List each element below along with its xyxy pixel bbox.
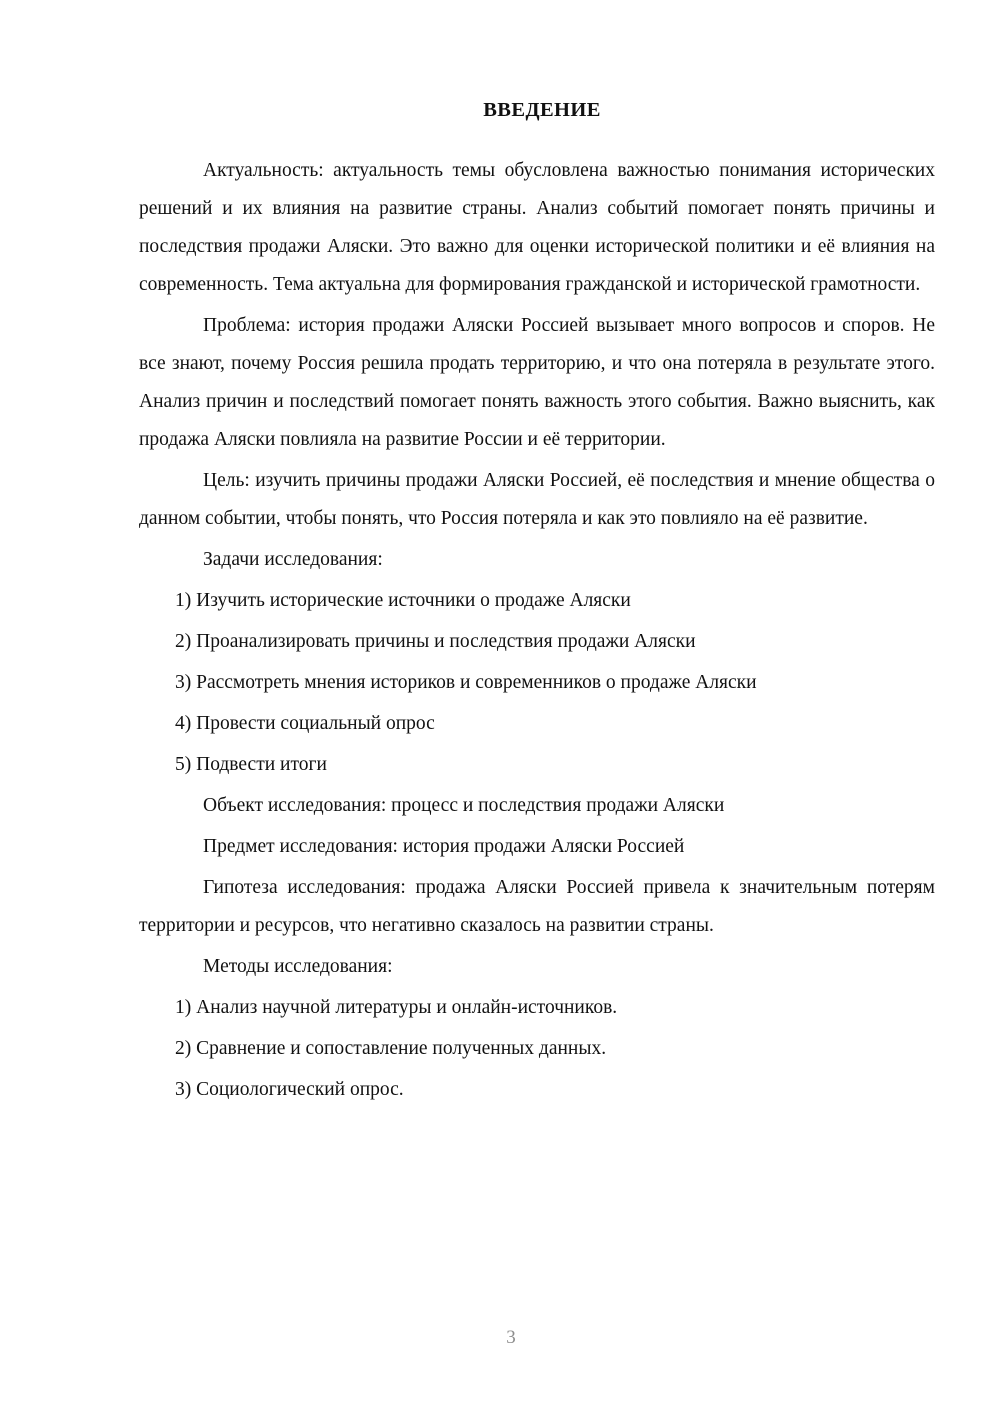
paragraph-object: Объект исследования: процесс и последствия продажи Аляски	[203, 795, 725, 816]
paragraph-hypothesis: Гипотеза исследования: продажа Аляски Россией привела к значительным потерям территории и ресурсов, что негативно сказалось на развитии страны.	[139, 877, 935, 936]
list-item: 1) Изучить исторические источники о продаже Аляски	[175, 590, 631, 611]
list-item: 3) Социологический опрос.	[175, 1079, 404, 1100]
list-item: 5) Подвести итоги	[175, 754, 327, 775]
paragraph-problem: Проблема: история продажи Аляски Россией вызывает много вопросов и споров. Не все знают, почему Россия решила продать территорию, и что она потеряла в результате этого. Анализ причин и последствий помогает понять важность этого события. Важно выяснить, как продажа Аляски повлияла на развитие России и её территории.	[139, 315, 935, 450]
list-item: 4) Провести социальный опрос	[175, 713, 435, 734]
document-body	[139, 92, 935, 1112]
list-item: 3) Рассмотреть мнения историков и современников о продаже Аляски	[175, 672, 757, 693]
list-item: 2) Сравнение и сопоставление полученных данных.	[175, 1038, 607, 1059]
paragraph-relevance: Актуальность: актуальность темы обусловлена важностью понимания исторических решений и их влияния на развитие страны. Анализ событий помогает понять причины и последствия продажи Аляски. Это важно для оценки исторической политики и её влияния на современность. Тема актуальна для формирования гражданской и исторической грамотности.	[139, 160, 935, 295]
list-item: 2) Проанализировать причины и последствия продажи Аляски	[175, 631, 696, 652]
paragraph-subject: Предмет исследования: история продажи Аляски Россией	[203, 836, 685, 857]
list-item: 1) Анализ научной литературы и онлайн-источников.	[175, 997, 618, 1018]
paragraph-goal: Цель: изучить причины продажи Аляски Россией, её последствия и мнение общества о данном событии, чтобы понять, что Россия потеряла и как это повлияло на её развитие.	[139, 470, 935, 529]
methods-heading: Методы исследования:	[203, 956, 393, 977]
page-title: ВВЕДЕНИЕ	[483, 99, 601, 121]
tasks-heading: Задачи исследования:	[203, 549, 383, 570]
page-number: 3	[506, 1327, 516, 1348]
